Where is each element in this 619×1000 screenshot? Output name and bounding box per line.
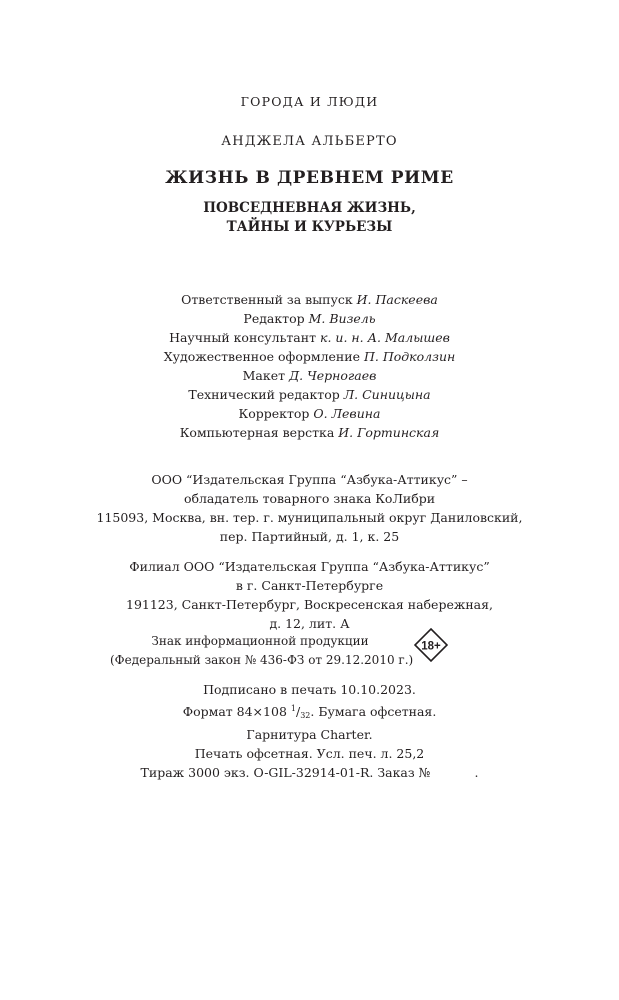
credit-role: Художественное оформление: [163, 349, 360, 364]
publisher-line: 115093, Москва, вн. тер. г. муниципальный округ Даниловский,: [96, 510, 523, 525]
branch-line: д. 12, лит. А: [269, 616, 350, 631]
credits-list: [0, 290, 619, 442]
series-name: ГОРОДА И ЛЮДИ: [240, 94, 379, 109]
age-rating-label: 18+: [421, 640, 441, 653]
credit-name: О. Левина: [313, 406, 381, 421]
credit-name: П. Подколзин: [363, 349, 456, 364]
publisher-line: обладатель товарного знака КоЛибри: [183, 491, 436, 506]
credit-line: [0, 423, 619, 442]
format-prefix: Формат 84×108: [182, 704, 287, 719]
branch-line: 191123, Санкт-Петербург, Воскресенская набережная,: [126, 597, 493, 612]
credit-line: [0, 290, 619, 309]
info-sign-line: Знак информационной продукции: [151, 634, 369, 648]
credit-role: Технический редактор: [188, 387, 340, 402]
credit-line: [0, 347, 619, 366]
age-rating-icon: [414, 628, 448, 662]
print-line-typeface: Гарнитура Charter.: [246, 727, 373, 742]
publisher-line: пер. Партийный, д. 1, к. 25: [219, 529, 400, 544]
publisher-line: ООО “Издательская Группа “Азбука-Аттикус” –: [151, 472, 468, 487]
print-line-signed: Подписано в печать 10.10.2023.: [203, 682, 416, 697]
format-denominator: 32: [300, 711, 311, 720]
subtitle-line: ПОВСЕДНЕВНАЯ ЖИЗНЬ,: [203, 200, 416, 216]
print-line-circulation: [0, 763, 619, 782]
format-numerator: 1: [290, 704, 296, 713]
order-end: .: [474, 765, 479, 780]
credit-line: [0, 328, 619, 347]
age-rating-badge: [414, 628, 448, 662]
print-line-printing: Печать офсетная. Усл. печ. л. 25,2: [194, 746, 425, 761]
credit-name: Д. Черногаев: [289, 368, 377, 383]
branch-line: в г. Санкт-Петербурге: [235, 578, 384, 593]
credit-role: Научный консультант: [169, 330, 317, 345]
subtitle-line: ТАЙНЫ И КУРЬЕЗЫ: [226, 219, 393, 235]
credit-name: Л. Синицына: [343, 387, 431, 402]
credit-line: [0, 404, 619, 423]
credit-name: М. Визель: [308, 311, 376, 326]
credit-role: Макет: [242, 368, 286, 383]
book-subtitle: [0, 199, 619, 237]
format-suffix: . Бумага офсетная.: [310, 704, 437, 719]
credit-name: к. и. н. А. Малышев: [320, 330, 450, 345]
author-name: АНДЖЕЛА АЛЬБЕРТО: [221, 134, 398, 149]
publisher-block: [0, 470, 619, 546]
credit-name: И. Гортинская: [338, 425, 440, 440]
credit-role: Ответственный за выпуск: [181, 292, 353, 307]
credit-line: [0, 366, 619, 385]
branch-block: [0, 557, 619, 633]
book-title: ЖИЗНЬ В ДРЕВНЕМ РИМЕ: [165, 168, 454, 188]
print-details: [0, 680, 619, 782]
credit-line: [0, 385, 619, 404]
info-sign-text: [110, 632, 414, 670]
circulation-text: Тираж 3000 экз. O-GIL-32914-01-R. Заказ №: [140, 765, 431, 780]
credit-role: Корректор: [238, 406, 310, 421]
credit-role: Редактор: [243, 311, 305, 326]
credit-name: И. Паскеева: [356, 292, 438, 307]
branch-line: Филиал ООО “Издательская Группа “Азбука-Аттикус”: [129, 559, 490, 574]
credit-role: Компьютерная верстка: [179, 425, 335, 440]
print-line-format: Формат 84×108 $^1/_{32}$. Бумага офсетная.: [182, 704, 437, 720]
credit-line: [0, 309, 619, 328]
info-sign-line: (Федеральный закон № 436-ФЗ от 29.12.2010 г.): [110, 653, 414, 667]
